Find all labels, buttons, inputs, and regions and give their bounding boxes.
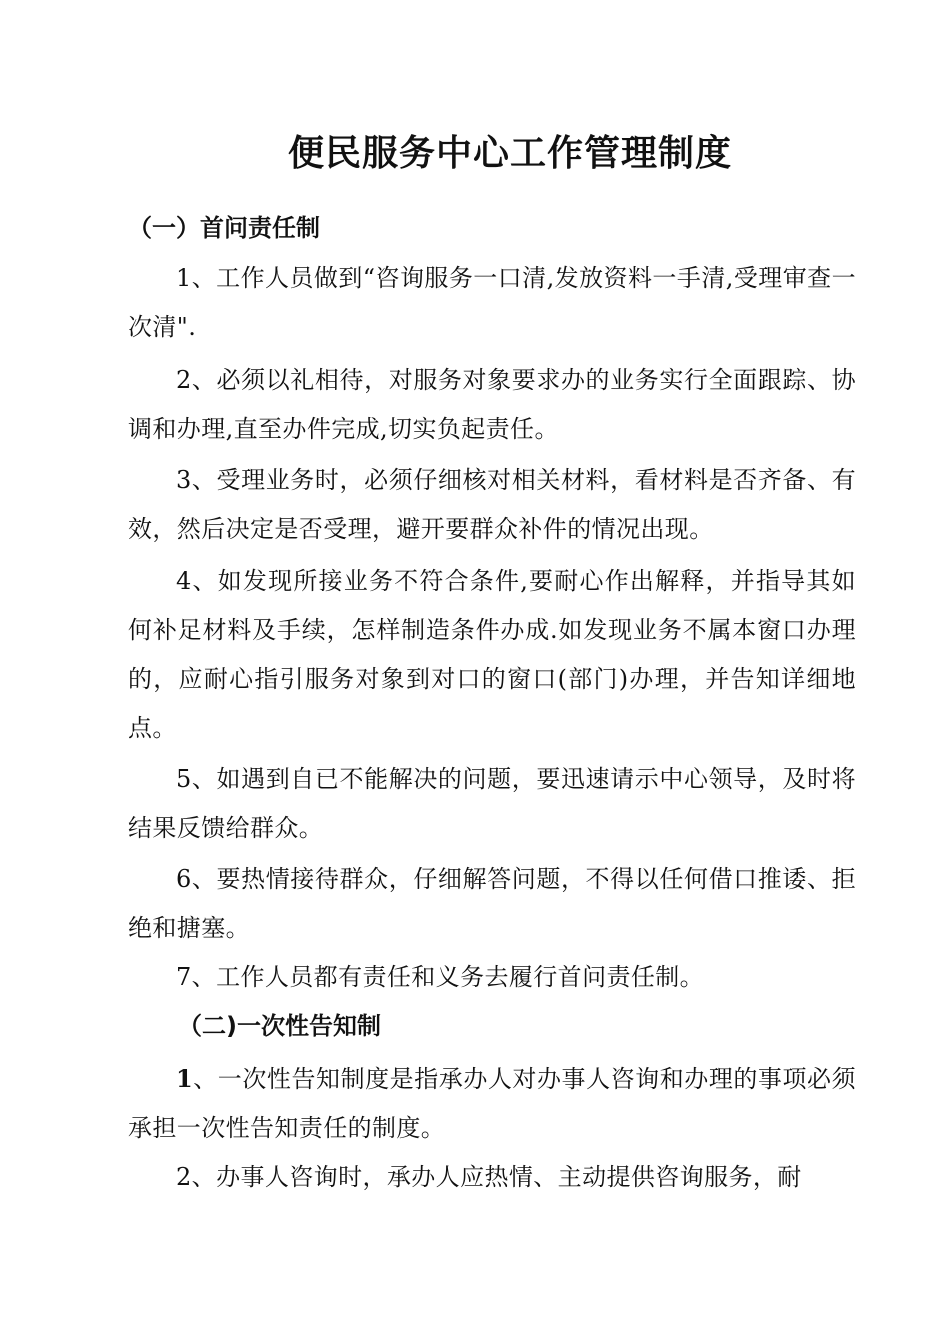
paragraph-item-7: 7、工作人员都有责任和义务去履行首问责任制。 (176, 963, 705, 991)
paragraph-item-5: 5、如遇到自已不能解决的问题，要迅速请示中心领导，及时将结果反馈给群众。 (128, 765, 856, 842)
paragraph-notice-item-2: 2、办事人咨询时，承办人应热情、主动提供咨询服务，耐 (176, 1163, 802, 1191)
item-text: 、一次性告知制度是指承办人对办事人咨询和办理的事项必须承担一次性告知责任的制度。 (128, 1065, 856, 1142)
paragraph-notice-item-1 (128, 1054, 856, 1153)
paragraph-item-4: 4、如发现所接业务不符合条件,要耐心作出解释，并指导其如何补足材料及手续，怎样制造条件办成.如发现业务不属本窗口办理的，应耐心指引服务对象到对口的窗口(部门)办理，并告知详细地点。 (128, 567, 856, 742)
section-heading-first-inquiry: （一）首问责任制 (128, 214, 320, 242)
item-number: 1 (176, 1064, 194, 1093)
paragraph-item-2: 2、必须以礼相待，对服务对象要求办的业务实行全面跟踪、协调和办理,直至办件完成,切实负起责任。 (128, 366, 856, 443)
section-heading-one-time-notice: （二)一次性告知制 (178, 1012, 381, 1040)
paragraph-item-3: 3、受理业务时，必须仔细核对相关材料，看材料是否齐备、有效，然后决定是否受理，避开要群众补件的情况出现。 (128, 466, 856, 543)
document-title: 便民服务中心工作管理制度 (287, 133, 732, 174)
paragraph-item-6: 6、要热情接待群众，仔细解答问题，不得以任何借口推诿、拒绝和搪塞。 (128, 865, 856, 942)
paragraph-item-1: 1、工作人员做到“咨询服务一口清,发放资料一手清,受理审查一次清". (128, 264, 856, 341)
